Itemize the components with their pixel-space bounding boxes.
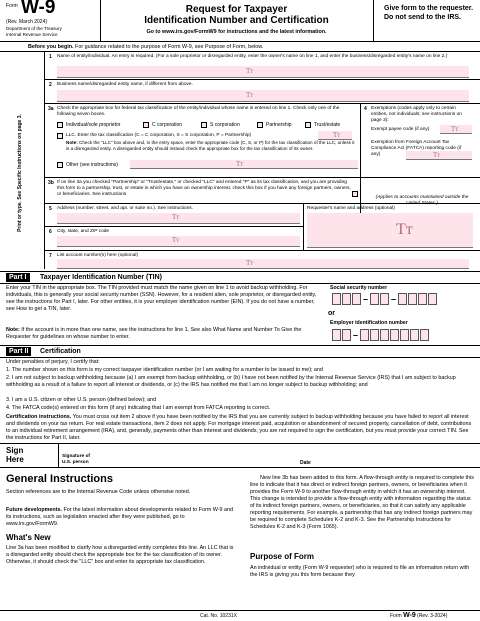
cert-item-3: 3. I am a U.S. citizen or other U.S. person (defined below); and: [6, 397, 157, 403]
other-classification-field[interactable]: [130, 160, 358, 169]
fatca-label: Exemption from Foreign Account Tax Compliance Act (FATCA) reporting code (if any): [371, 140, 462, 157]
section-references: Section references are to the Internal Revenue Code unless otherwise noted.: [6, 489, 191, 495]
form-title-line1: Request for Taxpayer: [185, 4, 288, 15]
foreign-partners-checkbox[interactable]: [352, 191, 358, 197]
form-title-line2: Identification Number and Certification: [144, 15, 329, 26]
text-field-icon: Tт: [396, 221, 413, 238]
signature-label: Signature of U.S. person: [62, 454, 90, 465]
print-or-type-label: Print or type. See Specific Instructions on page 3.: [17, 114, 23, 232]
form-number: W-9: [21, 0, 56, 18]
account-numbers-field[interactable]: [57, 259, 469, 269]
line5-number: 5: [49, 206, 52, 212]
part1-title: Taxpayer Identification Number (TIN): [40, 274, 162, 281]
individual-checkbox[interactable]: [57, 122, 63, 128]
exempt-payee-label: Exempt payee code (if any): [371, 127, 430, 132]
department-label: Department of the Treasury: [6, 26, 62, 31]
text-field-icon: Tт: [246, 91, 254, 99]
part2-title: Certification: [40, 348, 81, 355]
line7-label: List account number(s) here (optional): [57, 253, 139, 258]
llc-note: Note: Check the "LLC" box above and, in the entry space, enter the appropriate code (C, S, or P) for the tax classification of the LLC, unless it is a disregarded entity. A disregarded entity should instead check the appropriate box for the tax classification of its owner.: [66, 140, 355, 151]
s-corp-label: S corporation: [210, 122, 240, 128]
line1-number: 1: [49, 54, 52, 60]
requester-label: Requester's name and address (optional): [307, 206, 395, 211]
c-corp-label: C corporation: [152, 122, 183, 128]
date-label: Date: [300, 460, 311, 466]
line5-label: Address (number, street, and apt. or suite no.). See instructions.: [57, 206, 193, 211]
line3b-explanation: New line 3b has been added to this form. A flow-through entity is required to complete this line to indicate that it has direct or indirect foreign partners, owners, or beneficiaries when it provides the Form W-9 to another flow-through entity in which it has an ownership interest. This change is intended to provide a flow-through entity with information regarding the status of its indirect foreign partners, owners, or beneficiaries, so that it can satisfy any applicable reporting requirements. For example, a partnership that has any indirect foreign partners may be required to complete Schedules K-2 and K-3. See the Partnership Instructions for Schedules K-2 and K-3 (Form 1065).: [250, 475, 474, 530]
line3b-label: If on line 3a you checked "Partnership" or "Trust/estate," or checked "LLC" and entered "P" as its tax classification, and you are providing this form to a partnership, trust, or estate in which you have an ownership interest, check this box if you have any foreign partners, owners, or beneficiaries. See instructions: [57, 180, 351, 197]
signature-field[interactable]: [96, 446, 294, 465]
cert-instructions: Certification instructions. You must cross out item 2 above if you have been notified by the IRS that you are currently subject to backup withholding because you have failed to report all interest and dividends on your tax return. For real estate transactions, item 2 does not apply. For mortgage interest paid, acquisition or abandonment of secured property, cancellation of debt, contributions to an individual retirement arrangement (IRA), and, generally, payments other than interest and dividends, you are not required to sign the certification, but you must provide your correct TIN. See the instructions for Part II, later.: [6, 414, 472, 441]
cert-item-4: 4. The FATCA code(s) entered on this form (if any) indicating that I am exempt from FATCA reporting is correct.: [6, 405, 271, 411]
part1-instructions: Enter your TIN in the appropriate box. The TIN provided must match the name given on line 1 to avoid backup withholding. For individuals, this is generally your social security number (SSN). However, for a resident alien, sole proprietor, or disregarded entity, see the instructions for Part I, later. For other entities, it is your employer identification number (EIN). If you do not have a number, see How to get a TIN, later.: [6, 285, 317, 312]
line4-label: Exemptions (codes apply only to certain entities, not individuals; see instructions on page 3):: [371, 106, 462, 123]
line3b-number: 3b: [48, 180, 54, 186]
line6-number: 6: [49, 229, 52, 235]
fatca-note: (Applies to accounts maintained outside the United States.): [375, 195, 469, 206]
cert-intro: Under penalties of perjury, I certify that:: [6, 359, 100, 365]
text-field-icon: Tт: [246, 259, 254, 267]
catalog-number: Cat. No. 10231X: [200, 613, 237, 619]
line7-number: 7: [49, 253, 52, 259]
future-developments: Future developments. For the latest information about developments related to Form W-9 and its instructions, such as legislation enacted after they were published, go to www.irs.gov/FormW9.: [6, 507, 234, 527]
part2-label: Part II: [6, 347, 31, 356]
ssn-label: Social security number: [330, 285, 388, 291]
part1-note: Note: If the account is in more than one name, see the instructions for line 1. See also What Name and Number To Give the Requester for guidelines on whose number to enter.: [6, 327, 302, 340]
text-field-icon: Tт: [236, 160, 244, 168]
whats-new-heading: What's New: [6, 533, 51, 542]
text-field-icon: Tт: [333, 131, 341, 139]
other-checkbox[interactable]: [57, 162, 63, 168]
ein-label: Employer identification number: [330, 320, 408, 326]
partnership-checkbox[interactable]: [257, 122, 263, 128]
text-field-icon: Tт: [172, 236, 180, 244]
llc-label: LLC. Enter the tax classification (C = C corporation, S = S corporation, P = Partnership): [66, 133, 252, 138]
text-field-icon: Tт: [172, 213, 180, 221]
cert-item-1: 1. The number shown on this form is my correct taxpayer identification number (or I am waiting for a number to be issued to me); and: [6, 367, 323, 373]
text-field-icon: Tт: [451, 125, 459, 133]
part1-label: Part I: [6, 273, 30, 282]
line4-number: 4: [364, 106, 367, 112]
llc-checkbox[interactable]: [57, 133, 63, 139]
s-corp-checkbox[interactable]: [201, 122, 207, 128]
general-instructions-heading: General Instructions: [6, 473, 113, 485]
cert-item-2: 2. I am not subject to backup withholding because (a) I am exempt from backup withholding, or (b) I have not been notified by the Internal Revenue Service (IRS) that I am subject to backup withholding as a result of a failure to report all interest or dividends, or (c) the IRS has notified me that I am no longer subject to backup withholding; and: [6, 375, 456, 388]
sign-here-label: Sign Here: [6, 446, 24, 464]
partnership-label: Partnership: [266, 122, 292, 128]
line3a-label: Check the appropriate box for federal tax classification of the entity/individual whose name is entered on line 1. Check only one of the following seven boxes.: [57, 106, 340, 117]
before-you-begin: Before you begin. For guidance related to the purpose of Form W-9, see Purpose of Form, below.: [28, 44, 264, 50]
footer-form: Form W-9 (Rev. 3-2024): [390, 612, 448, 619]
purpose-text: An individual or entity (Form W-9 requester) who is required to file an information return with the IRS is giving you this form because they: [250, 565, 470, 578]
or-label: or: [328, 310, 335, 317]
trust-checkbox[interactable]: [305, 122, 311, 128]
name-field[interactable]: [57, 66, 469, 78]
whats-new-text: Line 3a has been modified to clarify how a disregarded entity completes this line. An LLC that is a disregarded entity should check the appropriate box for the tax classification of its owner. Otherwise, it should check the "LLC" box and enter its appropriate tax classification.: [6, 545, 234, 565]
goto-instructions: Go to www.irs.gov/FormW9 for instructions and the latest information.: [146, 29, 327, 35]
line2-label: Business name/disregarded entity name, if different from above.: [57, 82, 193, 87]
c-corp-checkbox[interactable]: [143, 122, 149, 128]
purpose-heading: Purpose of Form: [250, 552, 315, 561]
form-word: Form: [6, 3, 18, 9]
give-form-note: Give form to the requester. Do not send to the IRS.: [384, 5, 474, 21]
text-field-icon: Tт: [433, 151, 441, 159]
irs-label: Internal Revenue Service: [6, 32, 58, 37]
text-field-icon: Tт: [246, 67, 254, 75]
line6-label: City, state, and ZIP code: [57, 229, 110, 234]
line1-label: Name of entity/individual. An entry is required. (For a sole proprietor or disregarded entity, enter the owner's name on line 1, and enter the business/disregarded entity's name on line 2.): [57, 54, 448, 59]
form-revision: (Rev. March 2024): [6, 19, 48, 25]
trust-label: Trust/estate: [314, 122, 341, 128]
line3a-number: 3a: [48, 106, 54, 112]
business-name-field[interactable]: [57, 90, 469, 102]
date-field[interactable]: [318, 452, 468, 465]
line2-number: 2: [49, 82, 52, 88]
requester-field[interactable]: [307, 213, 473, 248]
individual-label: Individual/sole proprietor: [66, 122, 121, 128]
other-label: Other (see instructions): [66, 162, 118, 168]
